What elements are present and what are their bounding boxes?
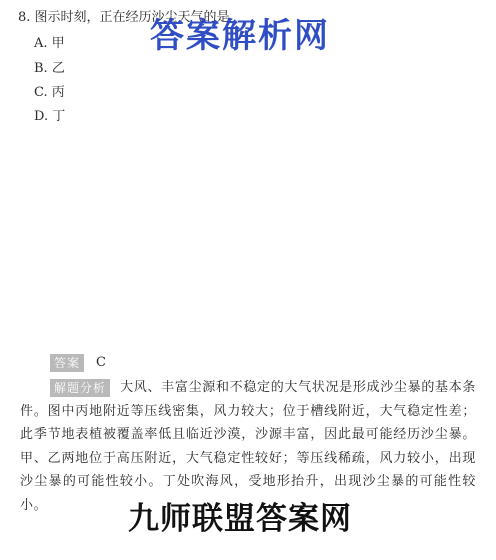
analysis-label: 解题分析	[50, 379, 110, 397]
option-c: C. 丙	[34, 85, 65, 100]
answer-label: 答案	[50, 354, 84, 372]
answer-value: C	[96, 355, 106, 370]
option-d: D. 丁	[34, 109, 66, 124]
analysis-text: 大风、丰富尘源和不稳定的大气状况是形成沙尘暴的基本条件。图中丙地附近等压线密集，风力较大；位于槽线附近，大气稳定性差；此季节地表植被覆盖率低且临近沙漠，沙源丰富，因此最可能经历沙尘暴。甲、乙两地位于高压附近，大气稳定性较好；等压线稀疏，风力较小，出现沙尘暴的可能性较小。丁处吹海风，受地形抬升，出现沙尘暴的可能性较小。	[20, 380, 476, 513]
watermark-bottom: 九师联盟答案网	[128, 501, 352, 537]
option-a: A. 甲	[34, 36, 65, 51]
answer-row	[50, 353, 106, 374]
option-b: B. 乙	[34, 61, 65, 76]
question-stem: 8. 图示时刻，正在经历沙尘天气的是	[18, 10, 230, 25]
watermark-top: 答案解析网	[150, 16, 330, 56]
